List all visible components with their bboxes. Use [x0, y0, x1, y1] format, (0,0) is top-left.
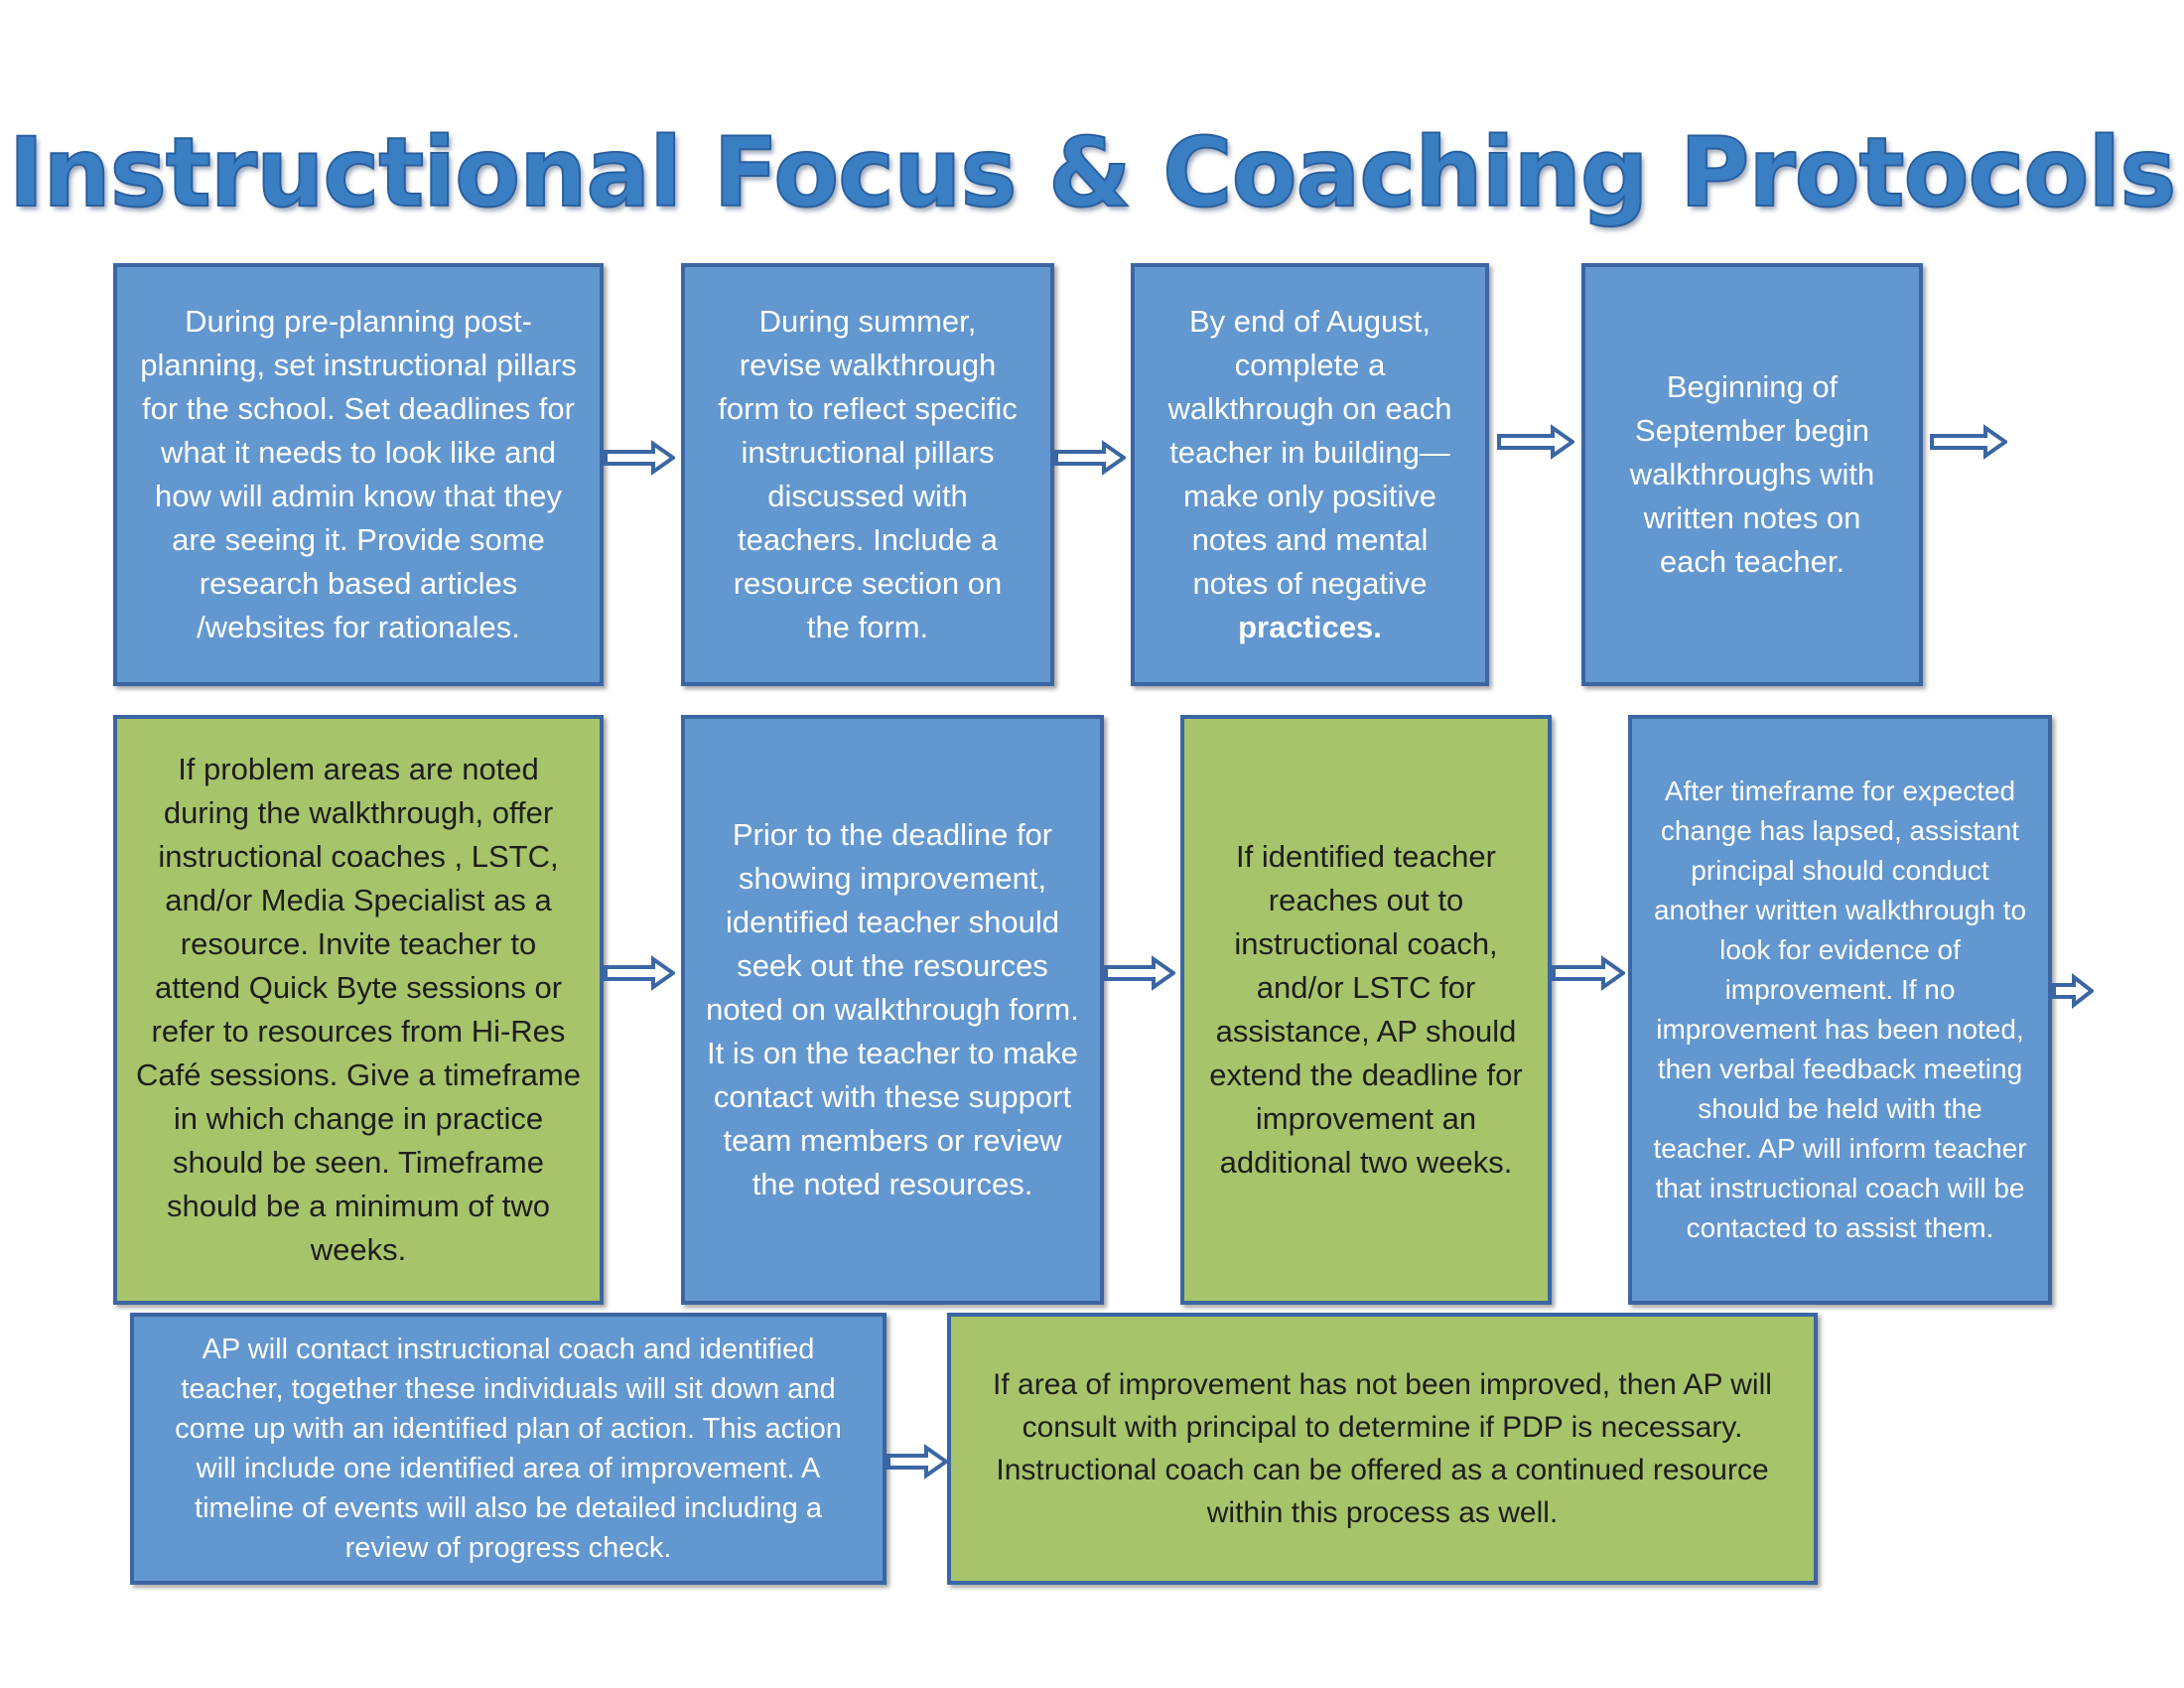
step-box-5	[113, 715, 604, 1305]
step-box-9	[130, 1313, 887, 1585]
arrow-right-icon	[604, 953, 675, 993]
arrow-right-icon	[1930, 422, 2007, 462]
step-text-8: After timeframe for expected change has lapsed, assistant principal should conduct another written walkthrough to look for evidence of improvement. If no improvement has been noted, then verbal feedback meeting should be held with the teacher. AP will inform teacher that instructional coach will be contacted to assist them.	[1653, 775, 2027, 1243]
step-text-6: Prior to the deadline for showing improvement, identified teacher should seek out the resources noted on walkthrough form. It is on the teacher to make contact with these support team members or review the noted resources.	[706, 817, 1079, 1201]
step-box-7	[1180, 715, 1552, 1305]
arrow-right-icon	[604, 438, 675, 478]
step-text-1: During pre-planning post-planning, set instructional pillars for the school. Set deadlines for what it needs to look like and how will admin know that they are seeing it. Provide some research based articles /websites for rationales.	[140, 304, 577, 644]
arrow-right-icon	[2052, 971, 2094, 1011]
step-text-3-bold: practices.	[1238, 610, 1382, 644]
step-box-3	[1131, 263, 1489, 686]
arrow-right-icon	[887, 1442, 948, 1481]
step-box-4	[1581, 263, 1923, 686]
step-box-8	[1628, 715, 2052, 1305]
step-text-2: During summer, revise walkthrough form to reflect specific instructional pillars discussed with teachers. Include a resource section on the form.	[718, 304, 1018, 644]
step-text-4: Beginning of September begin walkthroughs with written notes on each teacher.	[1629, 369, 1875, 579]
step-box-6	[681, 715, 1104, 1305]
step-box-2	[681, 263, 1054, 686]
arrow-right-icon	[1497, 422, 1574, 462]
step-text-5: If problem areas are noted during the walkthrough, offer instructional coaches , LSTC, and/or Media Specialist as a resource. Invite teacher to attend Quick Byte sessions or refer to resources from Hi-Res Café sessions. Give a timeframe in which change in practice should be seen. Timeframe should be a minimum of two weeks.	[136, 752, 581, 1267]
page-title: Instructional Focus & Coaching Protocols	[8, 117, 2176, 228]
step-box-1	[113, 263, 604, 686]
arrow-right-icon	[1552, 953, 1625, 993]
step-text-3	[1155, 300, 1465, 649]
arrow-right-icon	[1104, 953, 1175, 993]
step-text-9: AP will contact instructional coach and identified teacher, together these individuals will sit down and come up with an identified plan of action. This action will include one identified area of improvement. A timeline of events will also be detailed including a review of progress check.	[175, 1334, 842, 1564]
step-text-10: If area of improvement has not been improved, then AP will consult with principal to determine if PDP is necessary. Instructional coach can be offered as a continued resource within this process as well.	[993, 1368, 1772, 1529]
step-text-7: If identified teacher reaches out to instructional coach, and/or LSTC for assistance, AP should extend the deadline for improvement an additional two weeks.	[1209, 839, 1523, 1180]
arrow-right-icon	[1054, 438, 1126, 478]
step-text-3-main: By end of August, complete a walkthrough on each teacher in building—make only positive notes and mental notes of negative	[1167, 304, 1452, 601]
step-box-10	[947, 1313, 1818, 1585]
